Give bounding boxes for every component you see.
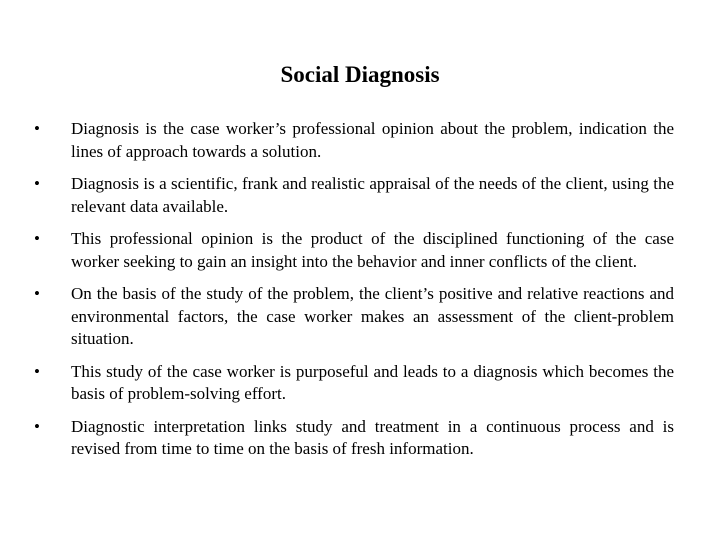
bullet-item-2 — [34, 173, 674, 218]
bullet-list — [34, 118, 674, 471]
bullet-text: Diagnosis is a scientific, frank and realistic appraisal of the needs of the client, using the relevant data available. — [71, 174, 674, 216]
slide-title: Social Diagnosis — [280, 62, 440, 87]
bullet-text: Diagnostic interpretation links study and treatment in a continuous process and is revised from time to time on the basis of fresh information. — [71, 416, 674, 458]
bullet-point-icon: • — [34, 174, 40, 193]
bullet-item-6 — [34, 416, 674, 461]
bullet-point-icon: • — [34, 229, 40, 248]
bullet-text: On the basis of the study of the problem, the client’s positive and relative reactions and environmental factors, the case worker makes an assessment of the client-problem situation. — [71, 284, 674, 348]
bullet-item-4 — [34, 283, 674, 351]
bullet-text: This professional opinion is the product of the disciplined functioning of the case worker seeking to gain an insight into the behavior and inner conflicts of the client. — [71, 229, 674, 271]
bullet-item-1 — [34, 118, 674, 163]
bullet-point-icon: • — [34, 416, 40, 436]
bullet-text: Diagnosis is the case worker’s professional opinion about the problem, indication the lines of approach towards a solution. — [71, 119, 674, 161]
bullet-point-icon: • — [34, 361, 40, 381]
bullet-item-5 — [34, 361, 674, 406]
bullet-point-icon: • — [34, 119, 40, 138]
bullet-item-3 — [34, 228, 674, 273]
bullet-text: This study of the case worker is purposeful and leads to a diagnosis which becomes the basis of problem-solving effort. — [71, 361, 674, 403]
bullet-point-icon: • — [34, 284, 40, 303]
